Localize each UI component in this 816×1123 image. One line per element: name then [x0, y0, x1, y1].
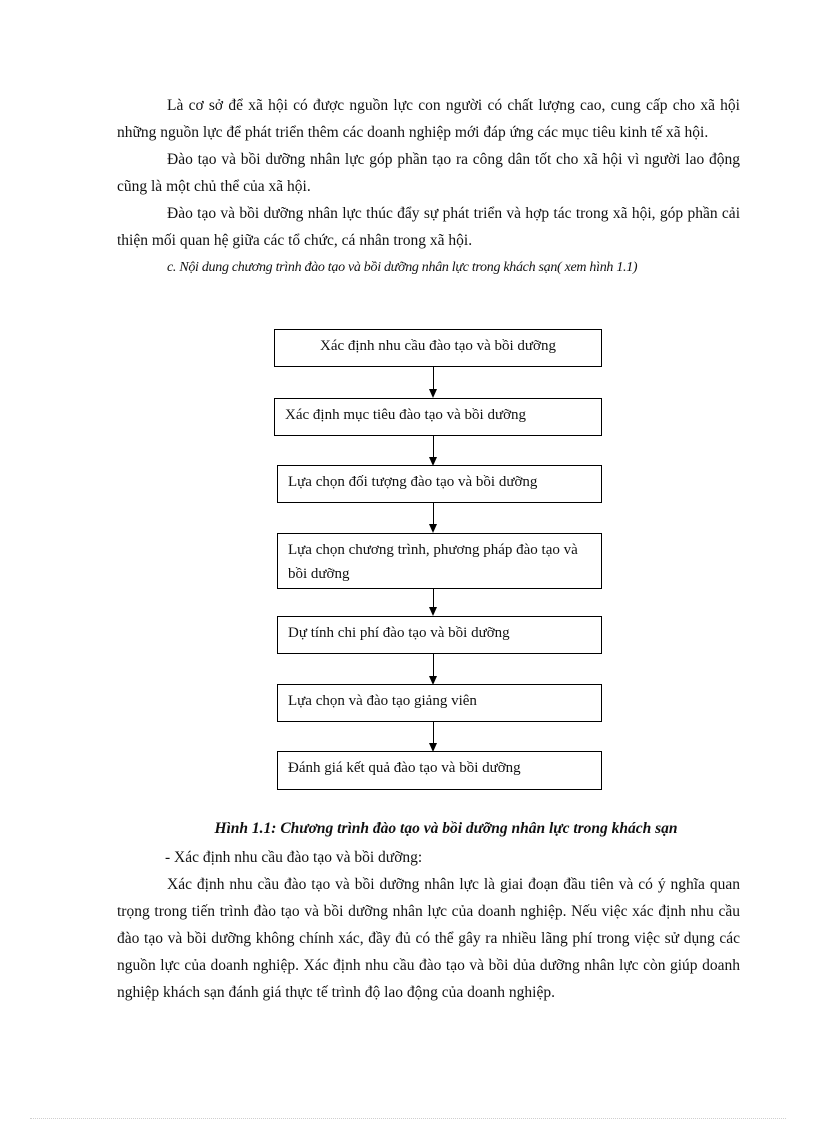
arrow-line-5: [433, 654, 434, 676]
page-bottom-divider: [30, 1118, 786, 1119]
flow-step-4: Lựa chọn chương trình, phương pháp đào tạo và bồi dưỡng: [277, 533, 602, 589]
flow-step-1: Xác định nhu cầu đào tạo và bồi dưỡng: [274, 329, 602, 367]
subheading: - Xác định nhu cầu đào tạo và bồi dưỡng:: [165, 849, 423, 866]
bottom-text: [117, 844, 740, 1006]
paragraph-3: Đào tạo và bồi dưỡng nhân lực thúc đẩy sự phát triển và hợp tác trong xã hội, góp phần cải thiện mối quan hệ giữa các tổ chức, cá nhân trong xã hội.: [117, 205, 740, 249]
paragraph-1: Là cơ sở để xã hội có được nguồn lực con người có chất lượng cao, cung cấp cho xã hội những nguồn lực để phát triển thêm các doanh nghiệp mới đáp ứng các mục tiêu kinh tế xã hội.: [117, 97, 740, 141]
paragraph-2: Đào tạo và bồi dưỡng nhân lực góp phần tạo ra công dân tốt cho xã hội vì người lao động cũng là một chủ thể của xã hội.: [117, 151, 740, 195]
flow-step-5: Dự tính chi phí đào tạo và bồi dưỡng: [277, 616, 602, 654]
arrow-line-3: [433, 503, 434, 524]
flow-step-2: Xác định mục tiêu đào tạo và bồi dưỡng: [274, 398, 602, 436]
flow-step-3: Lựa chọn đối tượng đào tạo và bồi dưỡng: [277, 465, 602, 503]
arrow-down-icon: [429, 389, 437, 398]
arrow-line-2: [433, 436, 434, 457]
arrow-line-6: [433, 722, 434, 743]
top-text: [117, 92, 740, 281]
flow-step-6: Lựa chọn và đào tạo giảng viên: [277, 684, 602, 722]
arrow-down-icon: [429, 524, 437, 533]
flow-step-7: Đánh giá kết quả đào tạo và bồi dưỡng: [277, 751, 602, 790]
paragraph-4: Xác định nhu cầu đào tạo và bồi dưỡng nhân lực là giai đoạn đầu tiên và có ý nghĩa quan trọng trong tiến trình đào tạo và bồi dưỡng nhân lực của doanh nghiệp. Nếu việc xác định nhu cầu đào tạo và bồi dưỡng không chính xác, đầy đủ có thể gây ra nhiều lãng phí trong việc sử dụng các nguồn lực của doanh nghiệp. Xác định nhu cầu đào tạo và bồi dủa dưỡng nhân lực còn giúp doanh nghiệp khách sạn đánh giá thực tế trình độ lao động của doanh nghiệp.: [117, 876, 740, 1001]
arrow-line-4: [433, 589, 434, 607]
arrow-down-icon: [429, 607, 437, 616]
arrow-line-1: [433, 367, 434, 389]
section-heading: c. Nội dung chương trình đào tạo và bồi dưỡng nhân lực trong khách sạn( xem hình 1.1): [167, 260, 638, 275]
figure-caption: Hình 1.1: Chương trình đào tạo và bồi dưỡng nhân lực trong khách sạn: [214, 820, 678, 837]
